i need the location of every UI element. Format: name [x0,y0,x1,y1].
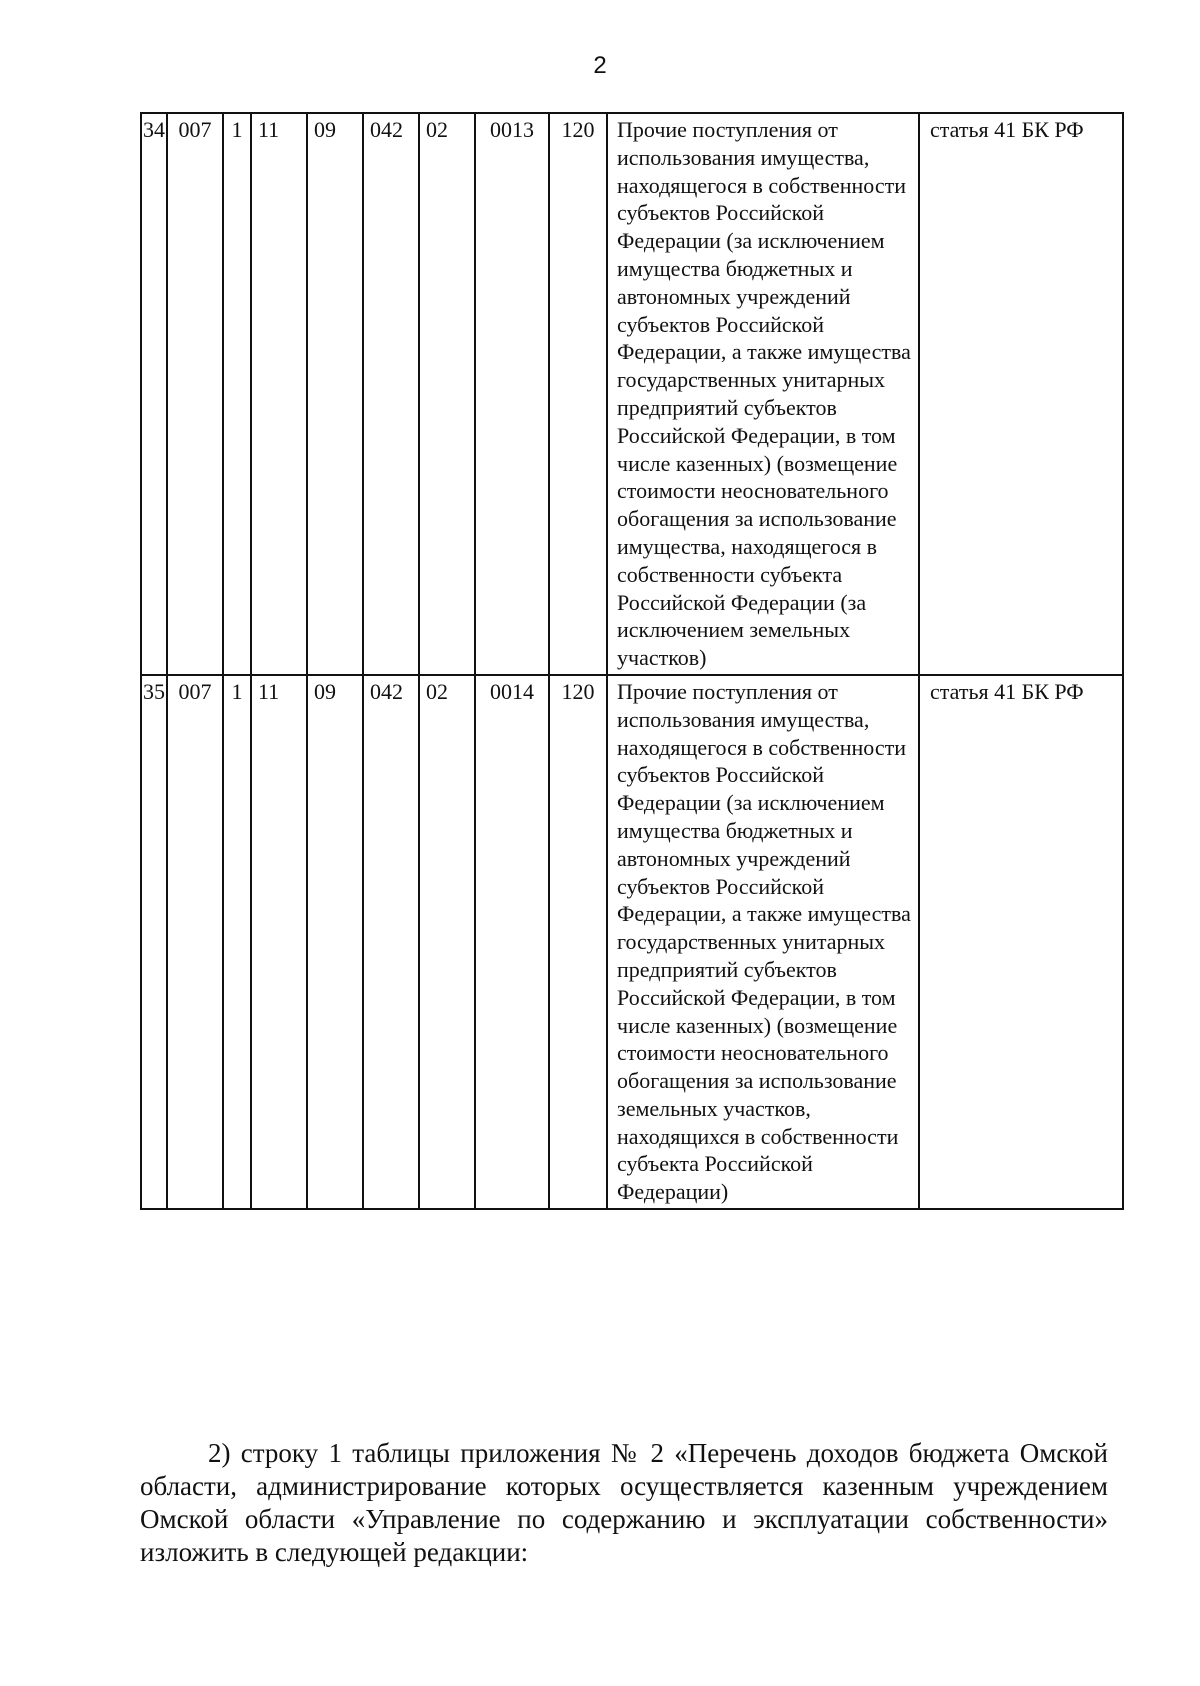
revenue-codes-table [140,112,1124,1210]
row-number-cell: 35 [141,675,167,1209]
row-number-cell: 34 [141,113,167,675]
subarticle-code-cell: 042 [363,113,419,675]
article-code-cell: 09 [307,113,363,675]
element-code-cell: 02 [419,113,475,675]
admin-code-cell: 007 [167,113,223,675]
table-row [141,675,1123,1209]
body-paragraph: 2) строку 1 таблицы приложения № 2 «Перечень доходов бюджета Омской области, администрирование которых осуществляется казенным учреждением Омской области «Управление по содержанию и эксплуатации собственности» изложить в следующей редакции: [140,1438,1108,1567]
subgroup-code-cell: 11 [251,675,307,1209]
economic-code-cell: 120 [549,113,607,675]
legal-basis-cell: статья 41 БК РФ [919,675,1123,1209]
subarticle-code-cell: 042 [363,675,419,1209]
group-code-cell: 1 [223,675,251,1209]
description-cell: Прочие поступления от использования имущества, находящегося в собственности субъектов Российской Федерации (за исключением имущества бюджетных и автономных учреждений субъектов Российской Федерации, а также имущества государственных унитарных предприятий субъектов Российской Федерации, в том числе казенных) (возмещение стоимости неосновательного обогащения за использование земельных участков, находящихся в собственности субъекта Российской Федерации) [607,675,919,1209]
program-code-cell: 0014 [475,675,549,1209]
subgroup-code-cell: 11 [251,113,307,675]
description-cell: Прочие поступления от использования имущества, находящегося в собственности субъектов Российской Федерации (за исключением имущества бюджетных и автономных учреждений субъектов Российской Федерации, а также имущества государственных унитарных предприятий субъектов Российской Федерации, в том числе казенных) (возмещение стоимости неосновательного обогащения за использование имущества, находящегося в собственности субъекта Российской Федерации (за исключением земельных участков) [607,113,919,675]
group-code-cell: 1 [223,113,251,675]
element-code-cell: 02 [419,675,475,1209]
table-row [141,113,1123,675]
page-number: 2 [593,52,607,79]
article-code-cell: 09 [307,675,363,1209]
admin-code-cell: 007 [167,675,223,1209]
economic-code-cell: 120 [549,675,607,1209]
legal-basis-cell: статья 41 БК РФ [919,113,1123,675]
program-code-cell: 0013 [475,113,549,675]
